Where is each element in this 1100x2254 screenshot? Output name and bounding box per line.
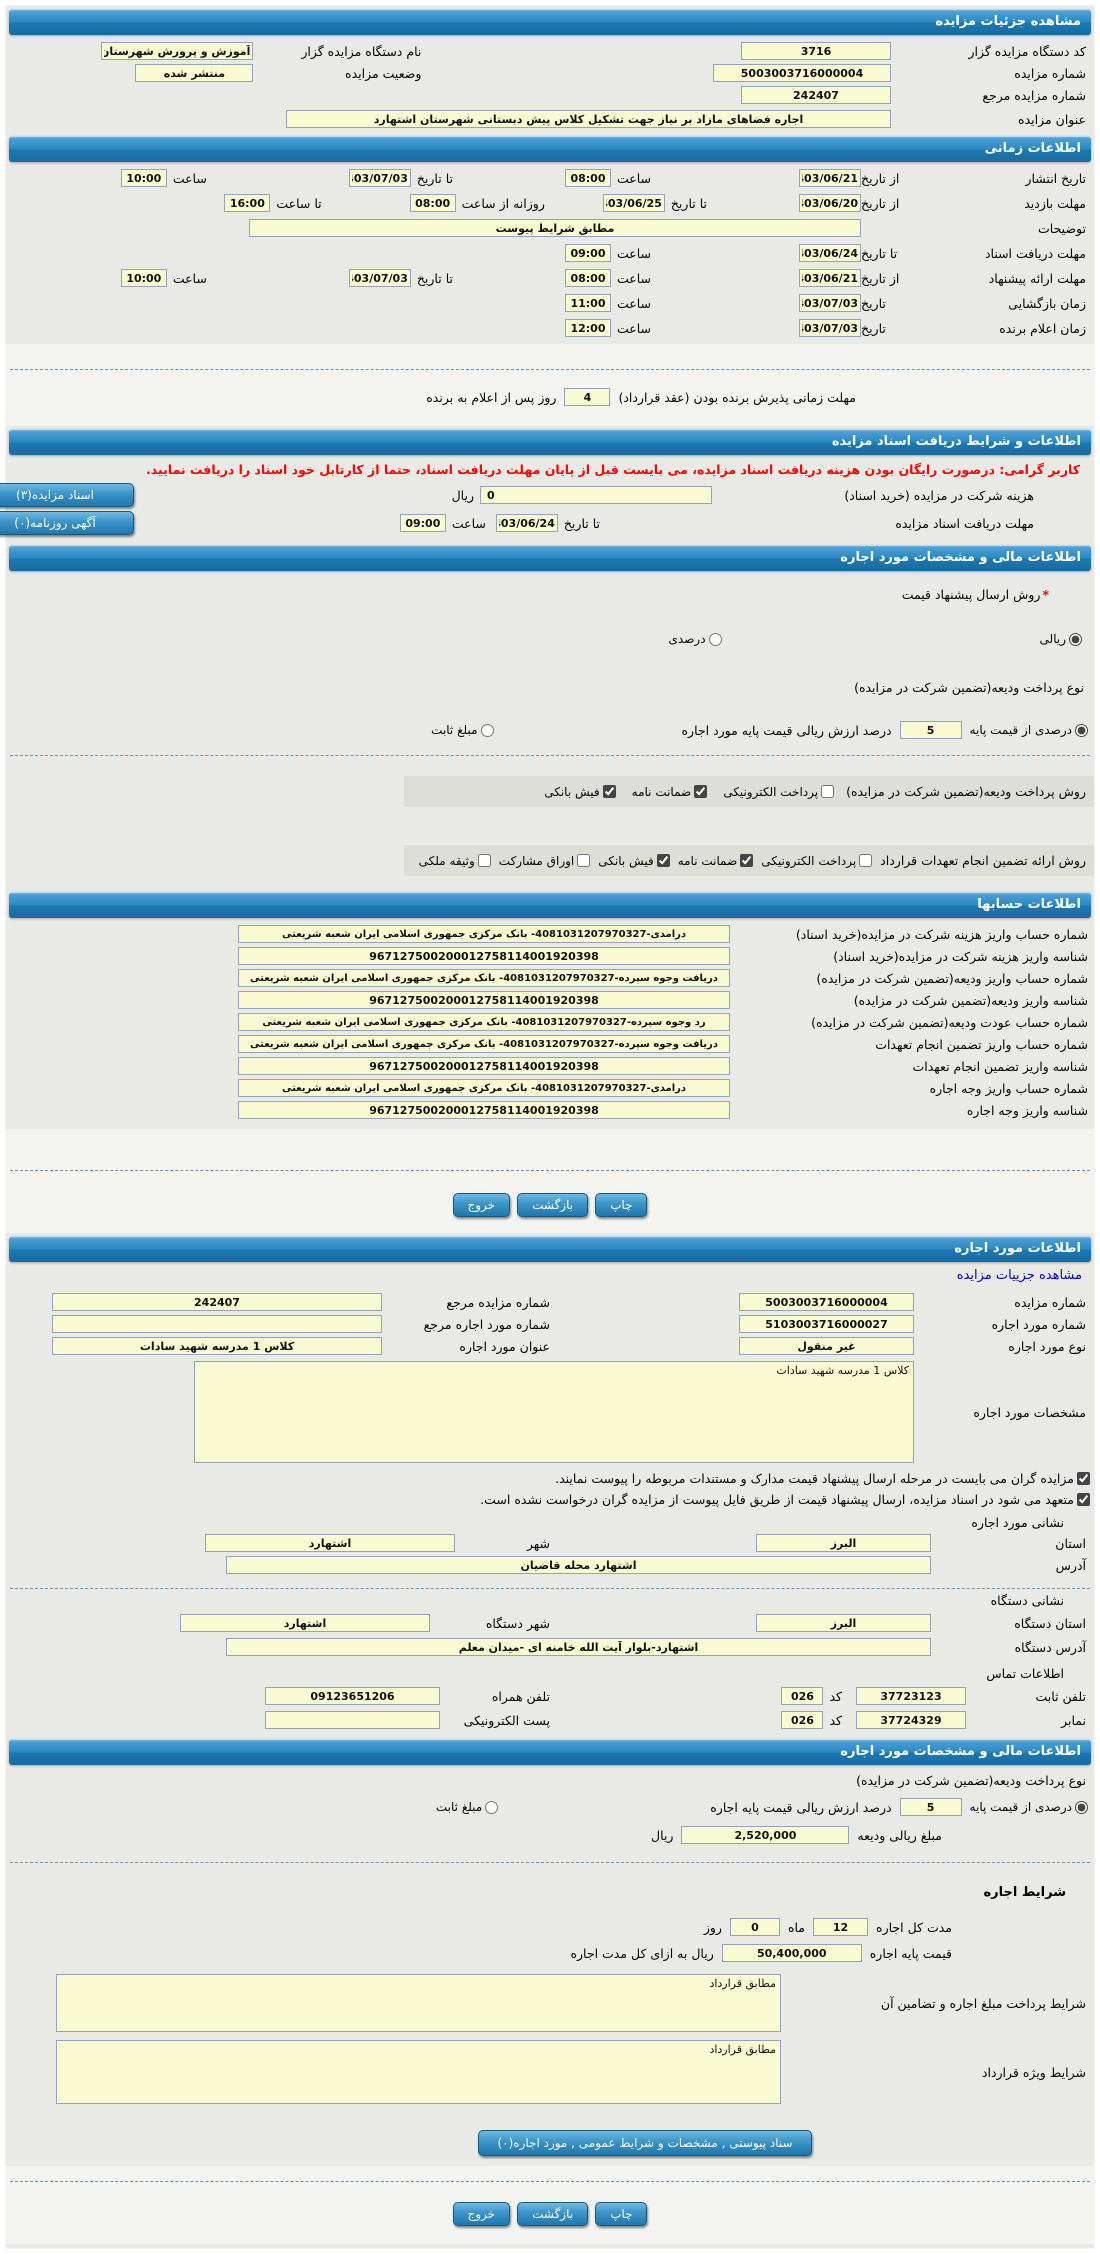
- acceptance-band: [6, 344, 1094, 426]
- address-input[interactable]: [226, 1556, 931, 1574]
- area-code-label: کد: [829, 1712, 842, 1728]
- account-row: [12, 1101, 1088, 1119]
- fax-code-input[interactable]: [781, 1711, 823, 1729]
- description-label: توضیحات: [1038, 220, 1086, 236]
- opening-date-input[interactable]: [799, 294, 861, 312]
- section-header-time-info: اطلاعات زمانی: [9, 136, 1091, 162]
- deposit-type-label: نوع پرداخت ودیعه(تضمین شرکت در مزایده): [854, 680, 1084, 695]
- percent-of-base-label-2: درصدی از قیمت پایه: [969, 1800, 1072, 1814]
- pay-bank-slip-option[interactable]: [544, 785, 615, 799]
- rental-auction-number-input[interactable]: [739, 1293, 914, 1311]
- auctioneer-code-label: کد دستگاه مزایده گزار: [968, 43, 1086, 59]
- device-address-title: نشانی دستگاه: [990, 1593, 1064, 1608]
- hour-label: ساعت: [616, 170, 651, 186]
- rial-radio[interactable]: [1069, 633, 1082, 646]
- pay-terms-label: شرایط پرداخت مبلغ اجاره و تضامین آن: [880, 1995, 1086, 2011]
- visit-from-time-input[interactable]: [410, 194, 456, 212]
- visit-to-time-input[interactable]: [224, 194, 270, 212]
- offer-label: مهلت ارائه پیشنهاد: [988, 270, 1086, 286]
- rent-duration-row: [6, 1918, 952, 1936]
- attached-docs-button[interactable]: سناد پیوستی , مشخصات و شرایط عمومی , مورد اجاره(۰): [478, 2130, 811, 2156]
- deposit-type-row: [6, 680, 1084, 695]
- special-terms-textarea[interactable]: [56, 2040, 781, 2104]
- device-address-input[interactable]: [226, 1638, 931, 1656]
- pay-electronic-option[interactable]: [723, 785, 834, 799]
- back-button[interactable]: بازگشت: [517, 1193, 588, 1217]
- rental-type-input[interactable]: [739, 1337, 914, 1355]
- bottom-actions-band: [6, 2166, 1094, 2244]
- rental-title-input[interactable]: [52, 1337, 382, 1355]
- email-input[interactable]: [265, 1711, 440, 1729]
- day-word-label: روز: [703, 1919, 722, 1935]
- visit-deadline-row: [14, 194, 1086, 212]
- special-terms-label: شرایط ویژه قرارداد: [981, 2064, 1086, 2080]
- phone-code-input[interactable]: [781, 1687, 823, 1705]
- mobile-input[interactable]: [265, 1687, 440, 1705]
- publish-from-time-input[interactable]: [565, 169, 611, 187]
- account-row-input[interactable]: [238, 969, 730, 987]
- section-header-financial-info: اطلاعات مالی و مشخصات مورد اجاره: [9, 545, 1091, 571]
- winner-announce-row: [14, 319, 1086, 337]
- winner-time-input[interactable]: [565, 319, 611, 337]
- deposit-percent-input-2[interactable]: [900, 1798, 962, 1816]
- to-hour-label: تا ساعت: [276, 195, 322, 211]
- hour-label: ساعت: [172, 170, 207, 186]
- base-price-suffix-label: ریال به ازای کل مدت اجاره: [570, 1945, 714, 1961]
- from-date-label: از تاریخ: [861, 195, 900, 211]
- rental-ref-number-label: شماره مزایده مرجع: [446, 1294, 550, 1310]
- winner-label: زمان اعلام برنده: [999, 320, 1086, 336]
- to-date-label: تا تاریخ: [563, 515, 600, 531]
- address-label: آدرس: [1055, 1557, 1086, 1573]
- rental-spec-label: مشخصات مورد اجاره: [973, 1404, 1086, 1420]
- actions-band: [6, 1129, 1094, 1233]
- contract-guarantee-band: [404, 845, 1094, 876]
- to-date-label: تا تاریخ: [416, 270, 453, 286]
- rental-item-number-label: شماره مورد اجاره: [991, 1316, 1086, 1332]
- rental-type-label: نوع مورد اجاره: [1008, 1338, 1086, 1354]
- guar-guarantee-letter-label: ضمانت نامه: [677, 853, 738, 868]
- no-file-request-checkbox[interactable]: [1077, 1493, 1090, 1506]
- contract-guarantee-label: روش ارائه تضمین انجام تعهدات قرارداد: [880, 853, 1086, 868]
- account-row-input[interactable]: [238, 947, 730, 965]
- account-row-label: شناسه واریز هزینه شرکت در مزایده(خرید اسناد): [833, 948, 1088, 964]
- pay-terms-textarea[interactable]: [56, 1974, 781, 2032]
- account-row-input[interactable]: [238, 991, 730, 1009]
- percent-of-base-option-2[interactable]: [970, 1800, 1088, 1814]
- to-date-label: تا تاریخ: [416, 170, 453, 186]
- visit-from-date-input[interactable]: [799, 194, 861, 212]
- auction-status-label: وضعیت مزایده: [345, 65, 422, 81]
- offer-from-time-input[interactable]: [565, 269, 611, 287]
- docs-fee-row: [16, 483, 1034, 507]
- account-row: [12, 1013, 1088, 1031]
- base-price-row: [6, 1944, 952, 1962]
- rental-spec-row: [14, 1361, 1086, 1463]
- auction-status-input[interactable]: [135, 64, 253, 82]
- rial-option-label: ریالی: [1039, 632, 1066, 646]
- print-button[interactable]: چاپ: [595, 1193, 647, 1217]
- rial-label: ریال: [651, 1827, 674, 1843]
- device-city-label: شهر دستگاه: [485, 1615, 550, 1631]
- guar-electronic-option[interactable]: [761, 854, 872, 868]
- price-send-method-row: [6, 587, 1049, 602]
- docs-receive-deadline-row: [14, 244, 1086, 262]
- no-file-request-check-label: متعهد می شود در اسناد مزایده، ارسال پیشنهاد قیمت از طریق فایل پیوست از مزایده گران درخواست نشده است.: [480, 1492, 1074, 1507]
- deposit-percent-row: [6, 721, 1088, 739]
- hour-label: ساعت: [451, 515, 486, 531]
- section-docs-info: [6, 462, 1094, 535]
- account-row-label: شماره حساب واریز تضمین انجام تعهدات: [875, 1036, 1088, 1052]
- account-row-input[interactable]: [238, 1057, 730, 1075]
- docs-fee-label: هزینه شرکت در مزایده (خرید اسناد): [844, 487, 1034, 503]
- acceptance-label: مهلت زمانی پذیرش برنده بودن (عقد قرارداد): [618, 389, 856, 405]
- rial-label: ریال: [451, 487, 474, 503]
- base-price-label: قیمت پایه اجاره: [869, 1945, 952, 1961]
- account-row: [12, 1035, 1088, 1053]
- base-price-input[interactable]: [722, 1944, 862, 1962]
- section-financial-info: [6, 587, 1094, 876]
- deposit-percent-input[interactable]: [900, 721, 962, 739]
- deposit-pay-method-band: [404, 776, 1094, 807]
- guar-property-collateral-label: وثیقه ملکی: [418, 853, 475, 868]
- view-auction-details-link[interactable]: مشاهده جزییات مزایده: [956, 1268, 1082, 1283]
- daily-from-hour-label: روزانه از ساعت: [461, 195, 545, 211]
- guar-bank-slip-option[interactable]: [598, 854, 669, 868]
- offer-deadline-row: [14, 269, 1086, 287]
- divider-dotted: [10, 2181, 1090, 2182]
- price-mode-radios-row: [6, 632, 1082, 646]
- opening-time-row: [14, 294, 1086, 312]
- auction-ref-number-label: شماره مزایده مرجع: [982, 87, 1086, 103]
- from-date-label: از تاریخ: [861, 170, 900, 186]
- description-input[interactable]: [249, 219, 861, 237]
- divider-dotted: [10, 1588, 1090, 1589]
- from-date-label: از تاریخ: [861, 270, 900, 286]
- pay-electronic-checkbox[interactable]: [821, 785, 834, 798]
- hour-label: ساعت: [616, 270, 651, 286]
- pay-bank-slip-label: فیش بانکی: [544, 784, 600, 799]
- city-label: شهر: [526, 1535, 550, 1551]
- docs-receive-time-input[interactable]: [565, 244, 611, 262]
- rent-days-input[interactable]: [730, 1918, 780, 1936]
- guar-participation-bonds-checkbox[interactable]: [577, 854, 590, 867]
- section-financial-info-2: [6, 1773, 1094, 2156]
- guar-electronic-label: پرداخت الکترونیکی: [761, 853, 857, 868]
- guar-bank-slip-label: فیش بانکی: [598, 853, 654, 868]
- publish-to-date-input[interactable]: [349, 169, 411, 187]
- deposit-pay-method-label: روش پرداخت ودیعه(تضمین شرکت در مزایده): [846, 784, 1086, 799]
- exit-button[interactable]: خروج: [453, 1193, 511, 1217]
- percent-of-base-label: درصدی از قیمت پایه: [969, 723, 1072, 737]
- guar-electronic-checkbox[interactable]: [859, 854, 872, 867]
- account-row: [12, 925, 1088, 943]
- fixed-amount-label: مبلغ ثابت: [431, 723, 478, 737]
- percent-of-base-option[interactable]: [970, 723, 1088, 737]
- section-rental-info: [6, 1268, 1094, 1729]
- visit-to-date-input[interactable]: [603, 194, 665, 212]
- publish-date-label: تاریخ انتشار: [1025, 170, 1086, 186]
- date-label: تاریخ: [861, 295, 886, 311]
- pay-guarantee-letter-option[interactable]: [632, 785, 708, 799]
- auction-title-input[interactable]: [286, 110, 891, 128]
- device-province-label: استان دستگاه: [1014, 1615, 1086, 1631]
- account-row-input[interactable]: [238, 1079, 730, 1097]
- to-date-label: تا تاریخ: [670, 195, 707, 211]
- offer-from-date-input[interactable]: [799, 269, 861, 287]
- device-address-label: آدرس دستگاه: [1014, 1639, 1086, 1655]
- rental-auction-number-label: شماره مزایده: [1014, 1294, 1086, 1310]
- docs-deadline-row: [16, 511, 1034, 535]
- account-row: [12, 947, 1088, 965]
- divider-dotted: [10, 369, 1090, 370]
- fax-label: نمابر: [1061, 1712, 1086, 1728]
- percent-of-base-radio-2[interactable]: [1075, 1801, 1088, 1814]
- guar-bank-slip-checkbox[interactable]: [657, 854, 670, 867]
- section-header-docs-info: اطلاعات و شرایط دریافت اسناد مزایده: [9, 429, 1091, 455]
- phone-input[interactable]: [856, 1687, 966, 1705]
- rent-duration-label: مدت کل اجاره: [876, 1919, 952, 1935]
- actions-row: [6, 1183, 1094, 1231]
- pay-electronic-label: پرداخت الکترونیکی: [723, 784, 819, 799]
- divider-dotted: [10, 755, 1090, 756]
- province-input[interactable]: [756, 1534, 931, 1552]
- percent-radio-option[interactable]: [669, 632, 722, 646]
- publish-from-date-input[interactable]: [799, 169, 861, 187]
- fixed-amount-option-2[interactable]: [436, 1800, 498, 1814]
- rent-terms-title: شرایط اجاره: [983, 1885, 1066, 1900]
- fixed-amount-label-2: مبلغ ثابت: [435, 1800, 483, 1814]
- publish-date-row: [14, 169, 1086, 187]
- account-row-label: شناسه واریز تضمین انجام تعهدات: [912, 1058, 1088, 1074]
- rental-spec-textarea[interactable]: [194, 1361, 914, 1463]
- device-city-input[interactable]: [180, 1614, 430, 1632]
- account-row-label: شماره حساب واریز وجه اجاره: [929, 1080, 1088, 1096]
- section-header-accounts: اطلاعات حسابها: [9, 892, 1091, 918]
- hour-label: ساعت: [616, 245, 651, 261]
- docs-deadline-date-input[interactable]: [496, 514, 558, 532]
- guar-guarantee-letter-option[interactable]: [678, 854, 754, 868]
- exit-button[interactable]: خروج: [453, 2202, 511, 2226]
- print-button[interactable]: چاپ: [595, 2202, 647, 2226]
- bottom-actions-row: [6, 2192, 1094, 2240]
- deposit-amount-row: [6, 1826, 942, 1844]
- fixed-amount-option[interactable]: [431, 723, 493, 737]
- deposit-amount-label: مبلغ ریالی ودیعه: [857, 1827, 942, 1843]
- account-row: [12, 1057, 1088, 1075]
- no-file-request-check-option[interactable]: [480, 1492, 1090, 1507]
- month-word-label: ماه: [787, 1919, 806, 1935]
- guar-property-collateral-checkbox[interactable]: [478, 854, 491, 867]
- rial-radio-option[interactable]: [1040, 632, 1082, 646]
- docs-receive-label: مهلت دریافت اسناد: [984, 245, 1086, 261]
- pay-terms-row: [14, 1974, 1086, 2032]
- auctioneer-code-input[interactable]: [741, 42, 891, 60]
- account-row-label: شناسه واریز ودیعه(تضمین شرکت در مزایده): [853, 992, 1088, 1008]
- no-file-request-check-row: [10, 1492, 1090, 1507]
- guar-property-collateral-option[interactable]: [419, 854, 491, 868]
- account-row-label: شماره حساب واریز هزینه شرکت در مزایده(خرید اسناد): [795, 926, 1088, 942]
- auctioneer-name-input[interactable]: [101, 42, 253, 60]
- visit-label: مهلت بازدید: [1024, 195, 1086, 211]
- divider-dotted: [10, 1170, 1090, 1171]
- to-date-label: تا تاریخ: [861, 245, 898, 261]
- account-row-label: شماره حساب عودت ودیعه(تضمین شرکت در مزایده): [811, 1014, 1088, 1030]
- percent-radio[interactable]: [709, 633, 722, 646]
- deposit-percent-suffix-label: درصد ارزش ریالی قیمت پایه مورد اجاره: [681, 722, 892, 738]
- attach-docs-checkbox[interactable]: [1077, 1472, 1090, 1485]
- auction-number-input[interactable]: [713, 64, 891, 82]
- offer-to-date-input[interactable]: [349, 269, 411, 287]
- rental-title-label: عنوان مورد اجاره: [459, 1338, 550, 1354]
- account-row-input[interactable]: [238, 1035, 730, 1053]
- percent-option-label: درصدی: [668, 632, 706, 646]
- account-row-input[interactable]: [238, 1101, 730, 1119]
- newspaper-ads-button[interactable]: آگهی روزنامه(۰): [0, 511, 134, 535]
- section-time-info: [6, 169, 1094, 337]
- divider-dotted: [10, 1862, 1090, 1863]
- auction-details-page: [5, 5, 1095, 2249]
- city-input[interactable]: [205, 1534, 455, 1552]
- docs-fee-input[interactable]: [480, 486, 712, 504]
- account-row-input[interactable]: [238, 1013, 730, 1031]
- attach-docs-check-row: [10, 1471, 1090, 1486]
- rental-ref-number-input[interactable]: [52, 1293, 382, 1311]
- back-button[interactable]: بازگشت: [517, 2202, 588, 2226]
- fixed-amount-radio[interactable]: [481, 724, 494, 737]
- hour-label: ساعت: [616, 295, 651, 311]
- publish-to-time-input[interactable]: [121, 169, 167, 187]
- rental-item-ref-input[interactable]: [52, 1315, 382, 1333]
- mobile-label: تلفن همراه: [491, 1688, 550, 1704]
- province-label: استان: [1055, 1535, 1086, 1551]
- email-label: پست الکترونیکی: [463, 1712, 550, 1728]
- rental-address-title: نشانی مورد اجاره: [971, 1515, 1064, 1530]
- rental-item-number-input[interactable]: [739, 1315, 914, 1333]
- guar-participation-bonds-label: اوراق مشارکت: [498, 853, 575, 868]
- pay-guarantee-letter-checkbox[interactable]: [694, 785, 707, 798]
- section-accounts: [6, 925, 1094, 1119]
- acceptance-suffix-label: روز پس از اعلام به برنده: [426, 389, 557, 405]
- required-asterisk: *: [1042, 587, 1049, 602]
- pay-guarantee-letter-label: ضمانت نامه: [631, 784, 692, 799]
- auction-docs-button[interactable]: اسناد مزایده(۳): [0, 483, 134, 507]
- fixed-amount-radio-2[interactable]: [485, 1801, 498, 1814]
- account-row-input[interactable]: [238, 925, 730, 943]
- acceptance-days-input[interactable]: [564, 388, 610, 406]
- docs-deadline-label: مهلت دریافت اسناد مزایده: [895, 515, 1034, 531]
- device-province-input[interactable]: [756, 1614, 931, 1632]
- acceptance-row: [6, 388, 856, 406]
- auction-title-label: عنوان مزایده: [1018, 111, 1086, 127]
- attach-docs-check-label: مزایده گران می بایست در مرحله ارسال پیشنهاد قیمت مدارک و مستندات مربوطه را پیوست نمایند.: [555, 1471, 1074, 1486]
- contact-info-title: اطلاعات تماس: [986, 1666, 1064, 1681]
- winner-date-input[interactable]: [799, 319, 861, 337]
- phone-label: تلفن ثابت: [1035, 1688, 1086, 1704]
- offer-to-time-input[interactable]: [121, 269, 167, 287]
- deposit-percent-row-2: [6, 1798, 1088, 1816]
- section-header-rental-info: اطلاعات مورد اجاره: [9, 1236, 1091, 1262]
- account-row: [12, 1079, 1088, 1097]
- guar-guarantee-letter-checkbox[interactable]: [740, 854, 753, 867]
- attach-docs-check-option[interactable]: [555, 1471, 1090, 1486]
- fax-input[interactable]: [856, 1711, 966, 1729]
- section-header-financial-info-2: اطلاعات مالی و مشخصات مورد اجاره: [9, 1739, 1091, 1765]
- hour-label: ساعت: [616, 320, 651, 336]
- price-send-method-label: روش ارسال پیشنهاد قیمت: [901, 587, 1041, 602]
- percent-of-base-radio[interactable]: [1075, 724, 1088, 737]
- date-label: تاریخ: [861, 320, 886, 336]
- deposit-percent-suffix-label-2: درصد ارزش ریالی قیمت پایه اجاره: [710, 1799, 892, 1815]
- account-row: [12, 991, 1088, 1009]
- auction-ref-number-input[interactable]: [741, 86, 891, 104]
- account-row: [12, 969, 1088, 987]
- area-code-label: کد: [829, 1688, 842, 1704]
- rental-item-ref-label: شماره مورد اجاره مرجع: [423, 1316, 550, 1332]
- pay-bank-slip-checkbox[interactable]: [603, 785, 616, 798]
- docs-deadline-time-input[interactable]: [400, 514, 446, 532]
- description-row: [14, 219, 1086, 237]
- opening-label: زمان بازگشایی: [1008, 295, 1086, 311]
- attach-button-row: [101, 2130, 1100, 2156]
- docs-free-notice: کاربر گرامی: درصورت رایگان بودن هزینه دریافت اسناد مزایده، می بایست قبل از پایان مهلت دریافت اسناد، حتما از کارتابل خود اسناد را دریافت نمایید.: [146, 462, 1080, 477]
- auction-number-label: شماره مزایده: [1014, 65, 1086, 81]
- auctioneer-name-label: نام دستگاه مزایده گزار: [301, 43, 422, 59]
- special-terms-row: [14, 2040, 1086, 2104]
- hour-label: ساعت: [172, 270, 207, 286]
- section-view-details: [6, 42, 1094, 128]
- guar-participation-bonds-option[interactable]: [499, 854, 590, 868]
- docs-receive-date-input[interactable]: [799, 244, 861, 262]
- rent-months-input[interactable]: [813, 1918, 868, 1936]
- deposit-amount-input[interactable]: [681, 1826, 849, 1844]
- section-header-view-details: مشاهده جزئیات مزایده: [9, 9, 1091, 35]
- view-auction-details-link-row: [18, 1268, 1082, 1283]
- account-row-label: شماره حساب واریز ودیعه(تضمین شرکت در مزایده): [816, 970, 1088, 986]
- deposit-type-label-2: نوع پرداخت ودیعه(تضمین شرکت در مزایده): [856, 1773, 1086, 1788]
- opening-time-input[interactable]: [565, 294, 611, 312]
- account-row-label: شناسه واریز وجه اجاره: [966, 1102, 1088, 1118]
